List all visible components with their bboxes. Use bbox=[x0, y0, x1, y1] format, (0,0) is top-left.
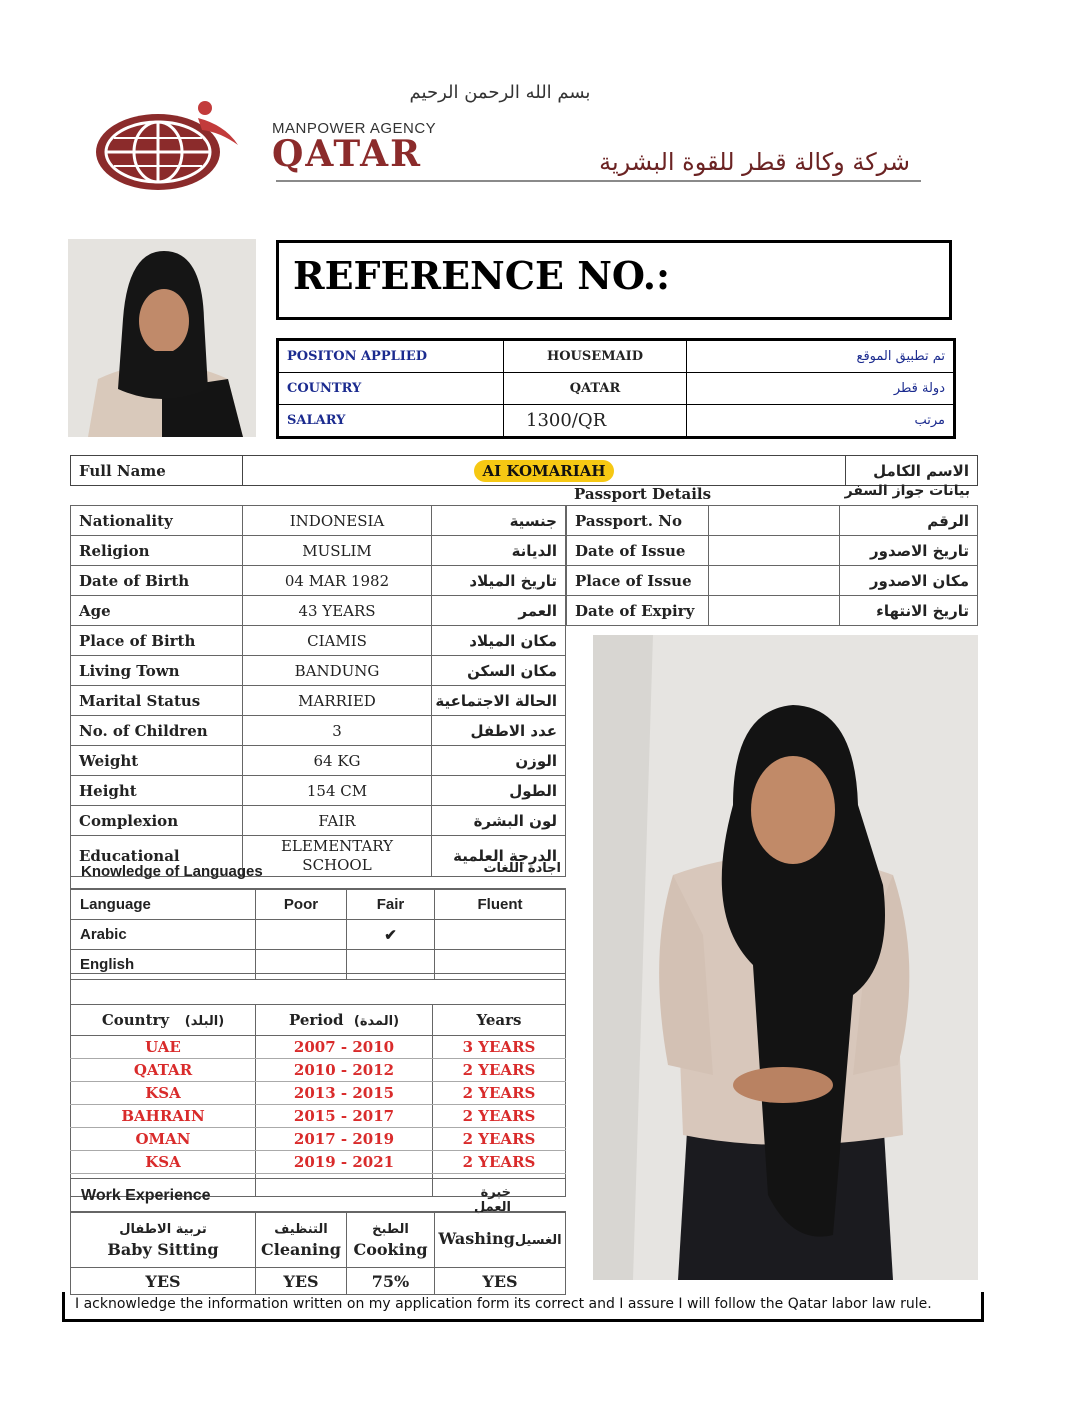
weight-value: 64 KG bbox=[243, 746, 432, 776]
passport-table bbox=[566, 505, 978, 626]
country-row bbox=[278, 373, 955, 405]
skills-header-row bbox=[71, 1213, 566, 1268]
marital-status-label-ar: الحالة الاجتماعية bbox=[432, 686, 566, 716]
living-town-label: Living Town bbox=[71, 656, 243, 686]
work-experience-table bbox=[70, 1212, 566, 1295]
age-label: Age bbox=[71, 596, 243, 626]
work-experience-title: Work Experience bbox=[81, 1187, 211, 1204]
full-name-label: Full Name bbox=[71, 456, 243, 486]
work-history-header-row bbox=[71, 1005, 566, 1036]
place-of-birth-value: CIAMIS bbox=[243, 626, 432, 656]
table-row bbox=[71, 806, 566, 836]
baby-sitting-value: YES bbox=[71, 1268, 256, 1295]
table-row: KSA 2013 - 2015 2 YEARS bbox=[71, 1082, 566, 1105]
marital-status-value: MARRIED bbox=[243, 686, 432, 716]
table-row: QATAR 2010 - 2012 2 YEARS bbox=[71, 1059, 566, 1082]
languages-title-ar: اجادة اللغات bbox=[483, 861, 561, 876]
country-value: QATAR bbox=[504, 373, 687, 405]
table-row bbox=[71, 776, 566, 806]
children-label: No. of Children bbox=[71, 716, 243, 746]
position-table bbox=[276, 338, 956, 439]
education-value: ELEMENTARY SCHOOL bbox=[243, 836, 432, 877]
position-label-ar: تم تطبيق الموقع bbox=[687, 340, 955, 373]
table-row bbox=[71, 920, 566, 950]
passport-row bbox=[567, 506, 978, 536]
passport-no-value bbox=[709, 506, 840, 536]
dob-label-ar: تاريخ الميلاد bbox=[432, 566, 566, 596]
dob-value: 04 MAR 1982 bbox=[243, 566, 432, 596]
country-label: COUNTRY bbox=[278, 373, 504, 405]
fluent-col-header: Fluent bbox=[435, 890, 566, 920]
header-divider bbox=[276, 180, 921, 182]
table-row bbox=[71, 536, 566, 566]
reference-box bbox=[276, 240, 952, 320]
cleaning-value: YES bbox=[256, 1268, 347, 1295]
portrait-photo bbox=[68, 239, 256, 437]
nationality-value: INDONESIA bbox=[243, 506, 432, 536]
table-row bbox=[71, 566, 566, 596]
language-fluent bbox=[435, 920, 566, 950]
living-town-value: BANDUNG bbox=[243, 656, 432, 686]
table-row bbox=[71, 656, 566, 686]
salary-label-ar: مرتب bbox=[687, 405, 955, 438]
table-row bbox=[71, 596, 566, 626]
complexion-label-ar: لون البشرة bbox=[432, 806, 566, 836]
work-history-table bbox=[70, 973, 566, 1197]
acknowledgement-text: I acknowledge the information written on my application form its correct and I assure I will follow the Qatar labor law rule. bbox=[75, 1296, 932, 1312]
table-row bbox=[71, 506, 566, 536]
table-row bbox=[71, 716, 566, 746]
passport-details-title: Passport Details bbox=[574, 485, 712, 503]
complexion-label: Complexion bbox=[71, 806, 243, 836]
children-value: 3 bbox=[243, 716, 432, 746]
work-experience-header bbox=[70, 1178, 566, 1215]
date-of-issue-value bbox=[709, 536, 840, 566]
agency-name-ar: شركة وكالة قطر للقوة البشرية bbox=[599, 148, 910, 176]
height-value: 154 CM bbox=[243, 776, 432, 806]
age-label-ar: العمر bbox=[432, 596, 566, 626]
position-value: HOUSEMAID bbox=[504, 340, 687, 373]
living-town-label-ar: مكان السكن bbox=[432, 656, 566, 686]
language-col-header: Language bbox=[71, 890, 256, 920]
salary-value: 1300/QR bbox=[504, 405, 687, 438]
country-label-ar: دولة قطر bbox=[687, 373, 955, 405]
passport-no-label-ar: الرقم bbox=[840, 506, 978, 536]
religion-label-ar: الديانة bbox=[432, 536, 566, 566]
place-of-issue-label: Place of Issue bbox=[567, 566, 709, 596]
dob-label: Date of Birth bbox=[71, 566, 243, 596]
basmala-text: بسم الله الرحمن الرحيم bbox=[409, 82, 591, 103]
religion-value: MUSLIM bbox=[243, 536, 432, 566]
table-row bbox=[71, 626, 566, 656]
table-row: KSA 2019 - 2021 2 YEARS bbox=[71, 1151, 566, 1174]
language-name: English bbox=[71, 950, 256, 980]
language-poor bbox=[256, 920, 347, 950]
poor-col-header: Poor bbox=[256, 890, 347, 920]
height-label-ar: الطول bbox=[432, 776, 566, 806]
reference-title: REFERENCE NO.: bbox=[293, 253, 671, 298]
date-of-expiry-label-ar: تاريخ الانتهاء bbox=[840, 596, 978, 626]
full-body-photo bbox=[593, 635, 978, 1280]
languages-title: Knowledge of Languages bbox=[81, 863, 263, 880]
passport-row bbox=[567, 566, 978, 596]
table-row bbox=[71, 686, 566, 716]
position-label: POSITON APPLIED bbox=[278, 340, 504, 373]
skills-value-row bbox=[71, 1268, 566, 1295]
table-row: BAHRAIN 2015 - 2017 2 YEARS bbox=[71, 1105, 566, 1128]
nationality-label-ar: جنسية bbox=[432, 506, 566, 536]
date-of-expiry-value bbox=[709, 596, 840, 626]
cleaning-header: التنظيف Cleaning bbox=[256, 1213, 347, 1268]
baby-sitting-header: تربية الاطفال Baby Sitting bbox=[71, 1213, 256, 1268]
country-col-header: Country (البلد) bbox=[71, 1005, 256, 1036]
language-name: Arabic bbox=[71, 920, 256, 950]
years-col-header: Years bbox=[433, 1005, 566, 1036]
full-name-table bbox=[70, 455, 978, 486]
marital-status-label: Marital Status bbox=[71, 686, 243, 716]
passport-no-label: Passport. No bbox=[567, 506, 709, 536]
cooking-value: 75% bbox=[347, 1268, 435, 1295]
passport-details-title-ar: بيانات جواز السفر bbox=[844, 483, 970, 499]
full-name-value: AI KOMARIAH bbox=[474, 460, 613, 482]
table-row: OMAN 2017 - 2019 2 YEARS bbox=[71, 1128, 566, 1151]
table-row bbox=[71, 746, 566, 776]
salary-row bbox=[278, 405, 955, 438]
personal-details-table bbox=[70, 505, 566, 877]
height-label: Height bbox=[71, 776, 243, 806]
agency-logo bbox=[90, 100, 240, 195]
languages-header-row bbox=[71, 890, 566, 920]
children-label-ar: عدد الاطفل bbox=[432, 716, 566, 746]
full-name-cell bbox=[243, 456, 846, 486]
acknowledgement-box bbox=[62, 1292, 984, 1322]
washing-value: YES bbox=[435, 1268, 566, 1295]
place-of-birth-label: Place of Birth bbox=[71, 626, 243, 656]
education-label: Educational bbox=[71, 836, 243, 877]
position-row bbox=[278, 340, 955, 373]
passport-row bbox=[567, 536, 978, 566]
place-of-issue-label-ar: مكان الاصدور bbox=[840, 566, 978, 596]
weight-label: Weight bbox=[71, 746, 243, 776]
languages-section-header bbox=[70, 853, 566, 889]
period-col-header: Period (المدة) bbox=[256, 1005, 433, 1036]
date-of-issue-label-ar: تاريخ الاصدور bbox=[840, 536, 978, 566]
complexion-value: FAIR bbox=[243, 806, 432, 836]
weight-label-ar: الوزن bbox=[432, 746, 566, 776]
agency-name-en: MANPOWER AGENCY bbox=[272, 120, 437, 137]
salary-label: SALARY bbox=[278, 405, 504, 438]
fair-col-header: Fair bbox=[347, 890, 435, 920]
full-name-label-ar: الاسم الكامل bbox=[846, 456, 978, 486]
age-value: 43 YEARS bbox=[243, 596, 432, 626]
place-of-birth-label-ar: مكان الميلاد bbox=[432, 626, 566, 656]
date-of-expiry-label: Date of Expiry bbox=[567, 596, 709, 626]
nationality-label: Nationality bbox=[71, 506, 243, 536]
date-of-issue-label: Date of Issue bbox=[567, 536, 709, 566]
cooking-header: الطبخ Cooking bbox=[347, 1213, 435, 1268]
table-row: UAE 2007 - 2010 3 YEARS bbox=[71, 1036, 566, 1059]
checkmark-icon: ✔ bbox=[347, 920, 435, 950]
spacer-row bbox=[71, 974, 566, 1005]
agency-name-qatar: QATAR bbox=[272, 133, 422, 175]
washing-header: Washingالغسيل bbox=[435, 1213, 566, 1268]
place-of-issue-value bbox=[709, 566, 840, 596]
education-label-ar: الدرجة العلمية bbox=[432, 836, 566, 877]
passport-row bbox=[567, 596, 978, 626]
religion-label: Religion bbox=[71, 536, 243, 566]
languages-table bbox=[70, 889, 566, 980]
work-experience-title-ar: خبرة العمل bbox=[474, 1185, 511, 1215]
